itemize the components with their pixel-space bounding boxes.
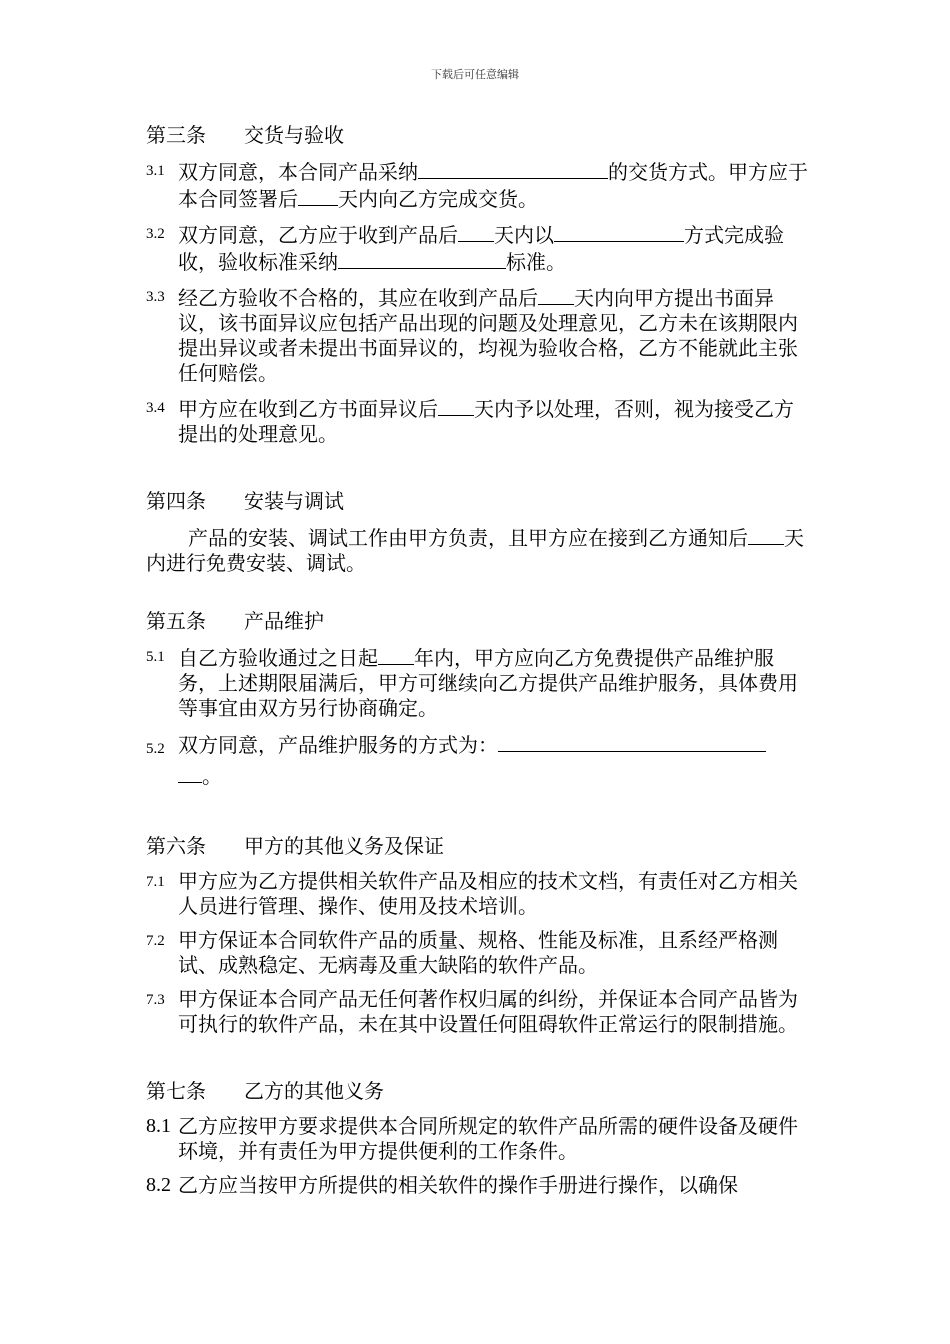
clause-number: 5.1 <box>146 649 165 665</box>
clause-number: 7.1 <box>146 874 165 890</box>
section-title-4 <box>146 486 810 516</box>
clause-7-1: 7.1 甲方应为乙方提供相关软件产品及相应的技术文档，有责任对乙方相关人员进行管理、操作、使用及技术培训。 <box>146 869 798 918</box>
clause-number: 3.3 <box>146 289 165 305</box>
section-title-5 <box>146 606 810 636</box>
document-body <box>146 120 810 1207</box>
clause-8-1: 8.1 乙方应按甲方要求提供本合同所规定的软件产品所需的硬件设备及硬件环境，并有责任为甲方提供便利的工作条件。 <box>146 1114 798 1163</box>
blank-field <box>378 644 414 665</box>
section-title-3 <box>146 120 810 150</box>
clause-number: 5.2 <box>146 741 165 757</box>
clause-3-2: 3.2 双方同意，乙方应于收到产品后 天内以 方式完成验收，验收标准采纳 标准。 <box>146 223 784 274</box>
paragraph: 产品的安装、调试工作由甲方负责，且甲方应在接到乙方通知后 天内进行免费安装、调试。 <box>146 526 804 575</box>
article-number: 第五条 <box>146 609 206 633</box>
blank-field <box>498 731 766 752</box>
article-title: 乙方的其他义务 <box>244 1079 384 1103</box>
blank-field <box>748 524 784 545</box>
blank-field <box>538 284 574 305</box>
clause-number: 8.2 <box>146 1174 171 1196</box>
clause-5-1: 5.1 自乙方验收通过之日起 年内，甲方应向乙方免费提供产品维护服务，上述期限届满后，甲方可继续向乙方提供产品维护服务，具体费用等事宜由双方另行协商确定。 <box>146 646 798 720</box>
section-title-6 <box>146 831 810 861</box>
section-title-7 <box>146 1076 810 1106</box>
clause-5-2: 5.2 双方同意，产品维护服务的方式为： 。 <box>146 730 810 792</box>
clause-number: 7.3 <box>146 992 165 1008</box>
clause-number: 7.2 <box>146 933 165 949</box>
clause-number: 8.1 <box>146 1115 171 1137</box>
clause-number: 3.2 <box>146 226 165 242</box>
blank-field <box>338 248 506 269</box>
clause-3-1: 3.1 双方同意，本合同产品采纳 的交货方式。甲方应于本合同签署后 天内向乙方完成交货。 <box>146 160 808 211</box>
clause-3-3: 3.3 经乙方验收不合格的，其应在收到产品后 天内向甲方提出书面异议，该书面异议应包括产品出现的问题及处理意见，乙方未在该期限内提出异议或者未提出书面异议的，均视为验收合格，乙方不能就此主张任何赔偿。 <box>146 286 798 385</box>
clause-8-2: 8.2 乙方应当按甲方所提供的相关软件的操作手册进行操作，以确保 <box>146 1173 738 1197</box>
clause-number: 3.1 <box>146 163 165 179</box>
blank-field <box>418 158 608 179</box>
article-title: 甲方的其他义务及保证 <box>244 834 444 858</box>
article-title: 产品维护 <box>244 609 324 633</box>
blank-field <box>178 762 202 783</box>
blank-field <box>298 185 338 206</box>
article-title: 安装与调试 <box>244 489 344 513</box>
clause-3-4: 3.4 甲方应在收到乙方书面异议后 天内予以处理，否则，视为接受乙方提出的处理意见。 <box>146 397 794 446</box>
clause-7-3: 7.3 甲方保证本合同产品无任何著作权归属的纠纷，并保证本合同产品皆为可执行的软件产品，未在其中设置任何阻碍软件正常运行的限制措施。 <box>146 987 798 1036</box>
page-header: 下载后可任意编辑 <box>431 68 519 81</box>
blank-field <box>438 395 474 416</box>
article-number: 第六条 <box>146 834 206 858</box>
article-title: 交货与验收 <box>244 123 344 147</box>
blank-field <box>554 221 684 242</box>
clause-7-2: 7.2 甲方保证本合同软件产品的质量、规格、性能及标准，且系经严格测试、成熟稳定、无病毒及重大缺陷的软件产品。 <box>146 928 778 977</box>
blank-field <box>458 221 494 242</box>
article-number: 第三条 <box>146 123 206 147</box>
article-number: 第七条 <box>146 1079 206 1103</box>
article-number: 第四条 <box>146 489 206 513</box>
clause-number: 3.4 <box>146 400 165 416</box>
